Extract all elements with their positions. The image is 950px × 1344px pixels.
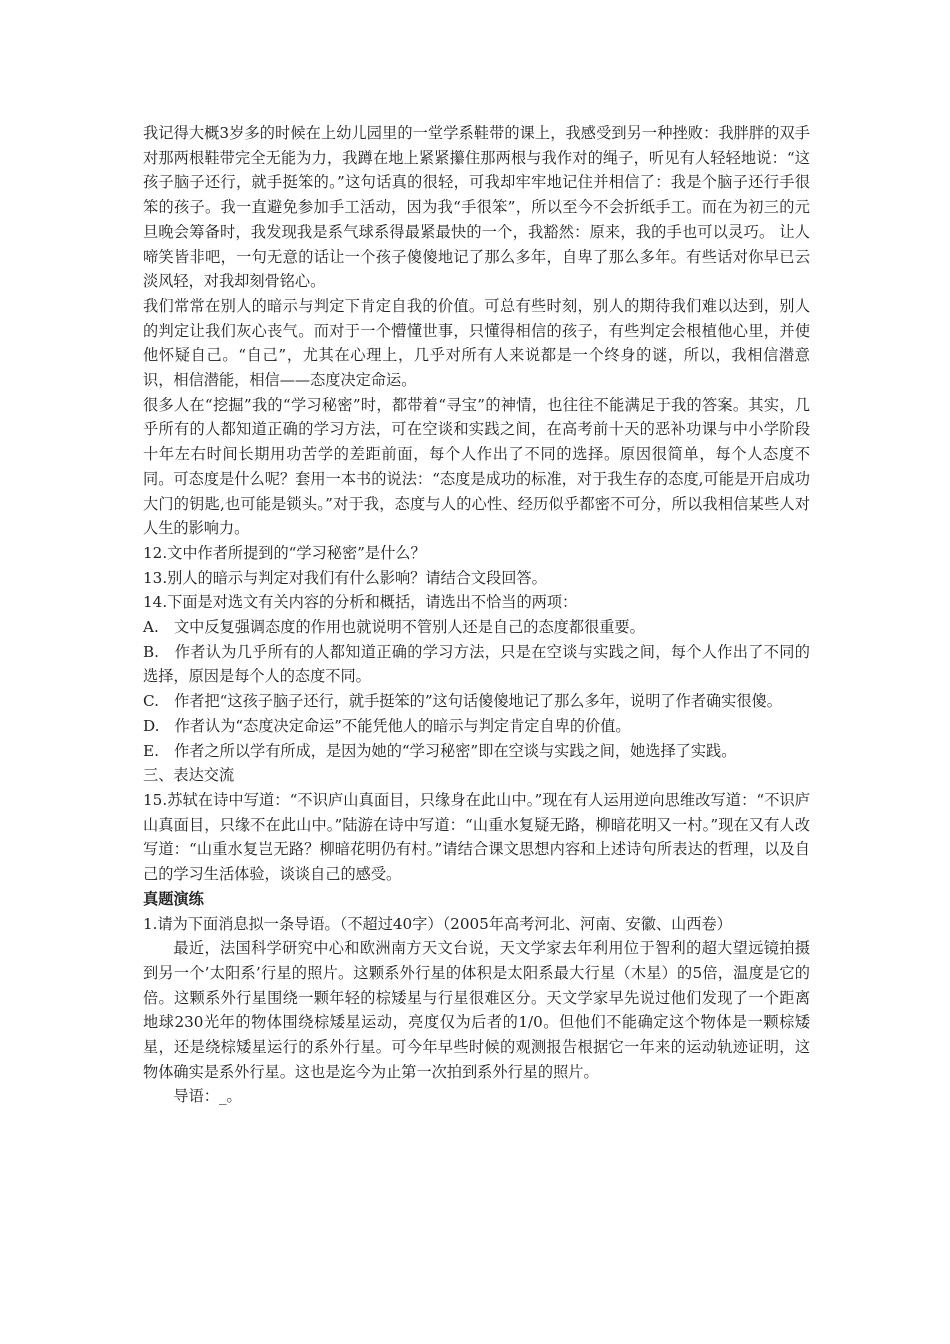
question-15: 15.苏轼在诗中写道：“不识庐山真面目，只缘身在此山中。”现在有人运用逆向思维改写道：“不识庐山真面目，只缘不在此山中。”陆游在诗中写道：“山重水复疑无路，柳暗花明又一村。”现在又有人改写道：“山重水复岂无路？柳暗花明仍有村。”请结合课文思想内容和上述诗句所表达的哲理，以及自己的学习生活体验，谈谈自己的感受。 xyxy=(143,790,810,884)
lead-answer-line: 导语：_。 xyxy=(173,1087,242,1106)
option-e: E. 作者之所以学有所成，是因为她的“学习秘密”即在空谈与实践之间，她选择了实践。 xyxy=(143,741,737,760)
passage-paragraph-3: 很多人在“挖掘”我的“学习秘密”时，都带着“寻宝”的神情，也往往不能满足于我的答案。其实，几乎所有的人都知道正确的学习方法，可在空谈和实践之间，在高考前十天的恶补功课与中小学阶段十年左右时间长期用功苦学的差距前面，每个人作出了不同的选择。原因很简单，每个人态度不同。可态度是什么呢？套用一本书的说法：“态度是成功的标准，对于我生存的态度,可能是开启成功大门的钥匙,也可能是锁头。”对于我，态度与人的心性、经历似乎都密不可分，所以我相信某些人对人生的影响力。 xyxy=(143,395,810,538)
passage-paragraph-2: 我们常常在别人的暗示与判定下肯定自我的价值。可总有些时刻，别人的期待我们难以达到，别人的判定让我们灰心丧气。而对于一个懵懂世事，只懂得相信的孩子，有些判定会根植他心里，并使他怀疑自己。“自己”，尤其在心理上，几乎对所有人来说都是一个终身的谜，所以，我相信潜意识，相信潜能，相信——态度决定命运。 xyxy=(143,296,810,390)
question-12: 12.文中作者所提到的“学习秘密”是什么？ xyxy=(143,543,426,562)
option-a: A. 文中反复强调态度的作用也就说明不管别人还是自己的态度都很重要。 xyxy=(143,618,645,637)
option-c: C. 作者把“这孩子脑子还行，就手挺笨的”这句话傻傻地记了那么多年，说明了作者确实很傻。 xyxy=(143,692,782,711)
passage-paragraph-1: 我记得大概3岁多的时候在上幼儿园里的一堂学系鞋带的课上，我感受到另一种挫败：我胖胖的双手对那两根鞋带完全无能为力，我蹲在地上紧紧攥住那两根与我作对的绳子，听见有人轻轻地说：“这孩子脑子还行，就手挺笨的。”这句话真的很轻，可我却牢牢地记住并相信了：我是个脑子还行手很笨的孩子。我一直避免参加手工活动，因为我“手很笨”，所以至今不会折纸手工。而在为初三的元旦晚会筹备时，我发现我是系气球系得最紧最快的一个，我豁然：原来，我的手也可以灵巧。 让人啼笑皆非吧，一句无意的话让一个孩子傻傻地记了那么多年，自卑了那么多年。有些话对你早已云淡风轻，对我却刻骨铭心。 xyxy=(143,124,810,291)
practice-title: 真题演练 xyxy=(143,889,204,908)
news-paragraph: 最近，法国科学研究中心和欧洲南方天文台说，天文学家去年利用位于智利的超大望远镜拍摄到另一个’太阳系’行星的照片。这颗系外行星的体积是太阳系最大行星（木星）的5倍，温度是它的倍。这颗系外行星围绕一颗年轻的棕矮星与行星很难区分。天文学家早先说过他们发现了一个距离地球230光年的物体围绕棕矮星运动，亮度仅为后者的1/0。但他们不能确定这个物体是一颗棕矮星，还是绕棕矮星运行的系外行星。可今年早些时候的观测报告根据它一年来的运动轨迹证明，这物体确实是系外行星。这也是迄今为止第一次拍到系外行星的照片。 xyxy=(143,939,810,1081)
option-d: D. 作者认为“态度决定命运”不能凭他人的暗示与判定肯定自卑的价值。 xyxy=(143,716,631,735)
option-b: B. 作者认为几乎所有的人都知道正确的学习方法，只是在空谈与实践之间，每个人作出了不同的选择，原因是每个人的态度不同。 xyxy=(143,642,810,686)
practice-question-1: 1.请为下面消息拟一条导语。（不超过40字）（2005年高考河北、河南、安徽、山西卷） xyxy=(143,914,732,933)
section-3-title: 三、表达交流 xyxy=(143,766,235,785)
question-14: 14.下面是对选文有关内容的分析和概括，请选出不恰当的两项： xyxy=(143,593,578,612)
question-13: 13.别人的暗示与判定对我们有什么影响？请结合文段回答。 xyxy=(143,568,547,587)
